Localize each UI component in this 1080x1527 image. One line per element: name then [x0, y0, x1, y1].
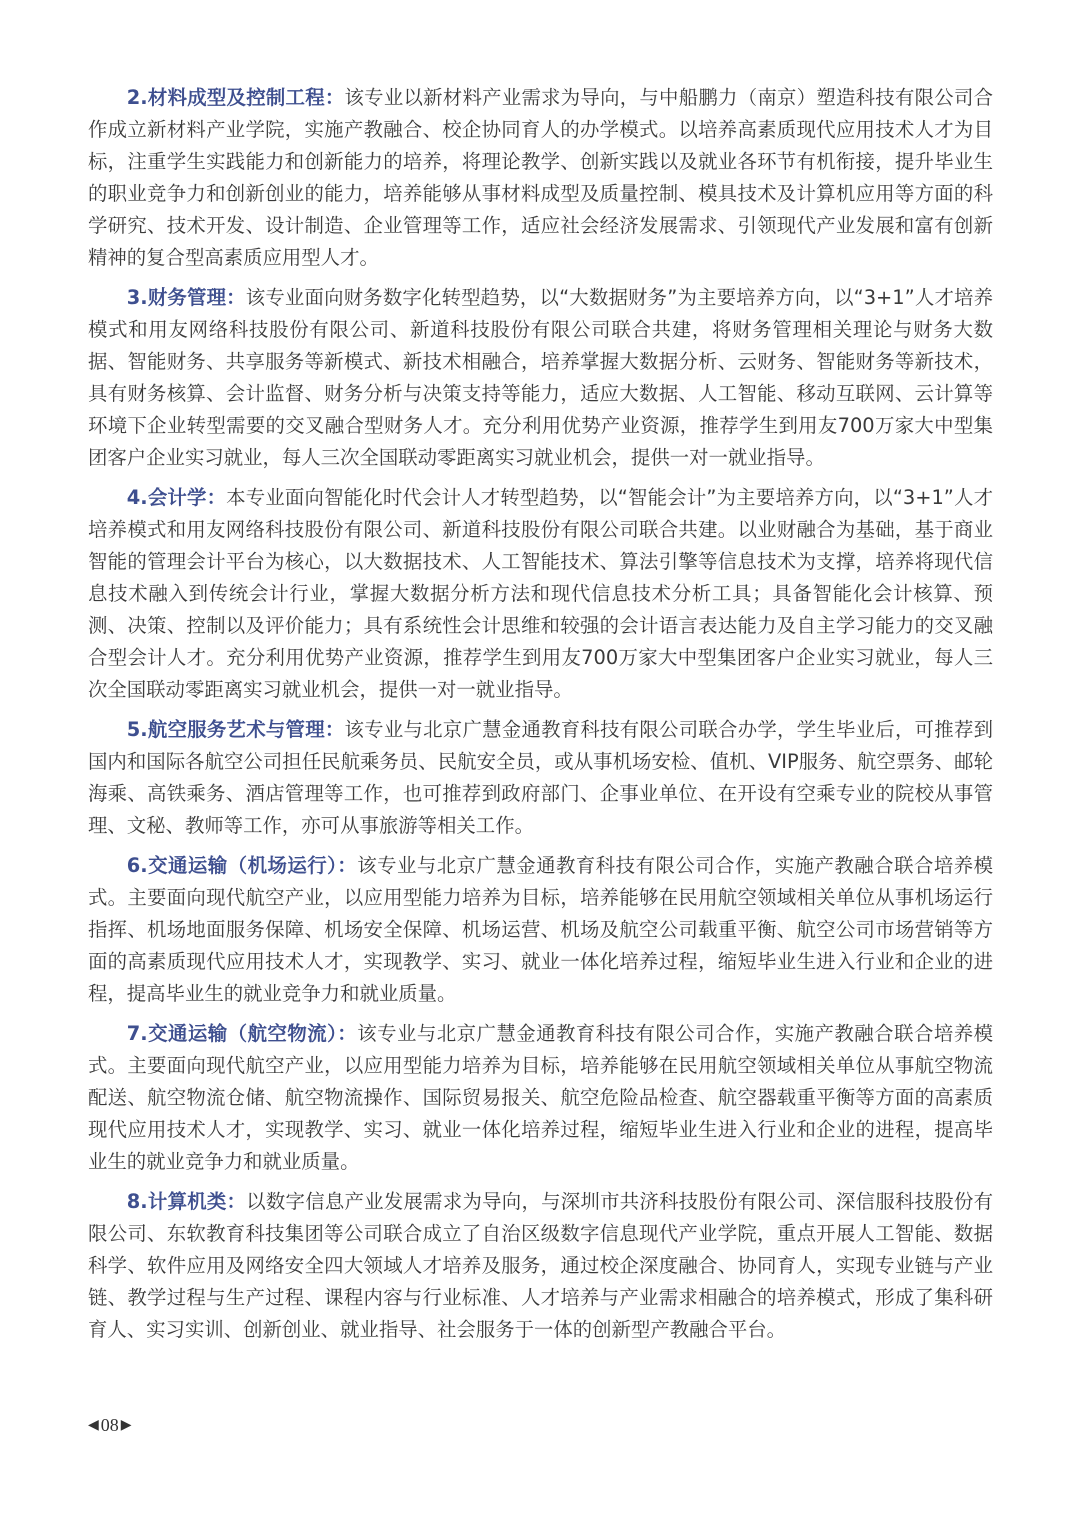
paragraph-heading: 3.财务管理：: [126, 286, 246, 309]
paragraph-heading: 8.计算机类：: [126, 1190, 247, 1213]
document-body: [88, 82, 993, 1354]
paragraph-aviation-logistics: [88, 1018, 993, 1178]
page-number-indicator: [88, 1415, 132, 1436]
paragraph-body: 以数字信息产业发展需求为导向，与深圳市共济科技股份有限公司、深信服科技股份有限公司、东软教育科技集团等公司联合成立了自治区级数字信息现代产业学院，重点开展人工智能、数据科学、软件应用及网络安全四大领域人才培养及服务，通过校企深度融合、协同育人，实现专业链与产业链、教学过程与生产过程、课程内容与行业标准、人才培养与产业需求相融合的培养模式，形成了集科研育人、实习实训、创新创业、就业指导、社会服务于一体的创新型产教融合平台。: [88, 1190, 994, 1341]
paragraph-heading: 5.航空服务艺术与管理：: [126, 718, 345, 741]
triangle-left-icon: ◀: [88, 1418, 99, 1433]
paragraph-heading: 2.材料成型及控制工程：: [126, 86, 345, 109]
paragraph-heading: 6.交通运输（机场运行）：: [126, 854, 358, 877]
paragraph-body: 该专业与北京广慧金通教育科技有限公司合作，实施产教融合联合培养模式。主要面向现代航空产业，以应用型能力培养为目标，培养能够在民用航空领域相关单位从事机场运行指挥、机场地面服务保障、机场安全保障、机场运营、机场及航空公司载重平衡、航空公司市场营销等方面的高素质现代应用技术人才，实现教学、实习、就业一体化培养过程，缩短毕业生进入行业和企业的进程，提高毕业生的就业竞争力和就业质量。: [88, 854, 993, 1005]
paragraph-materials-engineering: [88, 82, 993, 274]
paragraph-heading: 4.会计学：: [126, 486, 227, 509]
page-number: 08: [100, 1415, 119, 1435]
paragraph-heading: 7.交通运输（航空物流）：: [126, 1022, 358, 1045]
paragraph-body: 该专业面向财务数字化转型趋势，以“大数据财务”为主要培养方向，以“3+1”人才培养模式和用友网络科技股份有限公司、新道科技股份有限公司联合共建，将财务管理相关理论与财务大数据、智能财务、共享服务等新模式、新技术相融合，培养掌握大数据分析、云财务、智能财务等新技术，具有财务核算、会计监督、财务分析与决策支持等能力，适应大数据、人工智能、移动互联网、云计算等环境下企业转型需要的交叉融合型财务人才。充分利用优势产业资源，推荐学生到用友700万家大中型集团客户企业实习就业，每人三次全国联动零距离实习就业机会，提供一对一就业指导。: [88, 286, 994, 469]
paragraph-accounting: [88, 482, 993, 706]
paragraph-financial-management: [88, 282, 993, 474]
paragraph-body: 该专业以新材料产业需求为导向，与中船鹏力（南京）塑造科技有限公司合作成立新材料产业学院，实施产教融合、校企协同育人的办学模式。以培养高素质现代应用技术人才为目标，注重学生实践能力和创新能力的培养，将理论教学、创新实践以及就业各环节有机衔接，提升毕业生的职业竞争力和创新创业的能力，培养能够从事材料成型及质量控制、模具技术及计算机应用等方面的科学研究、技术开发、设计制造、企业管理等工作，适应社会经济发展需求、引领现代产业发展和富有创新精神的复合型高素质应用型人才。: [88, 86, 993, 269]
paragraph-body: 该专业与北京广慧金通教育科技有限公司联合办学，学生毕业后，可推荐到国内和国际各航空公司担任民航乘务员、民航安全员，或从事机场安检、值机、VIP服务、航空票务、邮轮海乘、高铁乘务、酒店管理等工作，也可推荐到政府部门、企事业单位、在开设有空乘专业的院校从事管理、文秘、教师等工作，亦可从事旅游等相关工作。: [88, 718, 993, 837]
triangle-right-icon: ▶: [120, 1418, 132, 1433]
paragraph-body: 该专业与北京广慧金通教育科技有限公司合作，实施产教融合联合培养模式。主要面向现代航空产业，以应用型能力培养为目标，培养能够在民用航空领域相关单位从事航空物流配送、航空物流仓储、航空物流操作、国际贸易报关、航空危险品检查、航空器载重平衡等方面的高素质现代应用技术人才，实现教学、实习、就业一体化培养过程，缩短毕业生进入行业和企业的进程，提高毕业生的就业竞争力和就业质量。: [88, 1022, 993, 1173]
paragraph-aviation-service: [88, 714, 993, 842]
paragraph-body: 本专业面向智能化时代会计人才转型趋势，以“智能会计”为主要培养方向，以“3+1”人才培养模式和用友网络科技股份有限公司、新道科技股份有限公司联合共建。以业财融合为基础，基于商业智能的管理会计平台为核心，以大数据技术、人工智能技术、算法引擎等信息技术为支撑，培养将现代信息技术融入到传统会计行业，掌握大数据分析方法和现代信息技术分析工具；具备智能化会计核算、预测、决策、控制以及评价能力；具有系统性会计思维和较强的会计语言表达能力及自主学习能力的交叉融合型会计人才。充分利用优势产业资源，推荐学生到用友700万家大中型集团客户企业实习就业，每人三次全国联动零距离实习就业机会，提供一对一就业指导。: [88, 486, 993, 701]
paragraph-computer-science: [88, 1186, 993, 1346]
paragraph-airport-operation: [88, 850, 993, 1010]
